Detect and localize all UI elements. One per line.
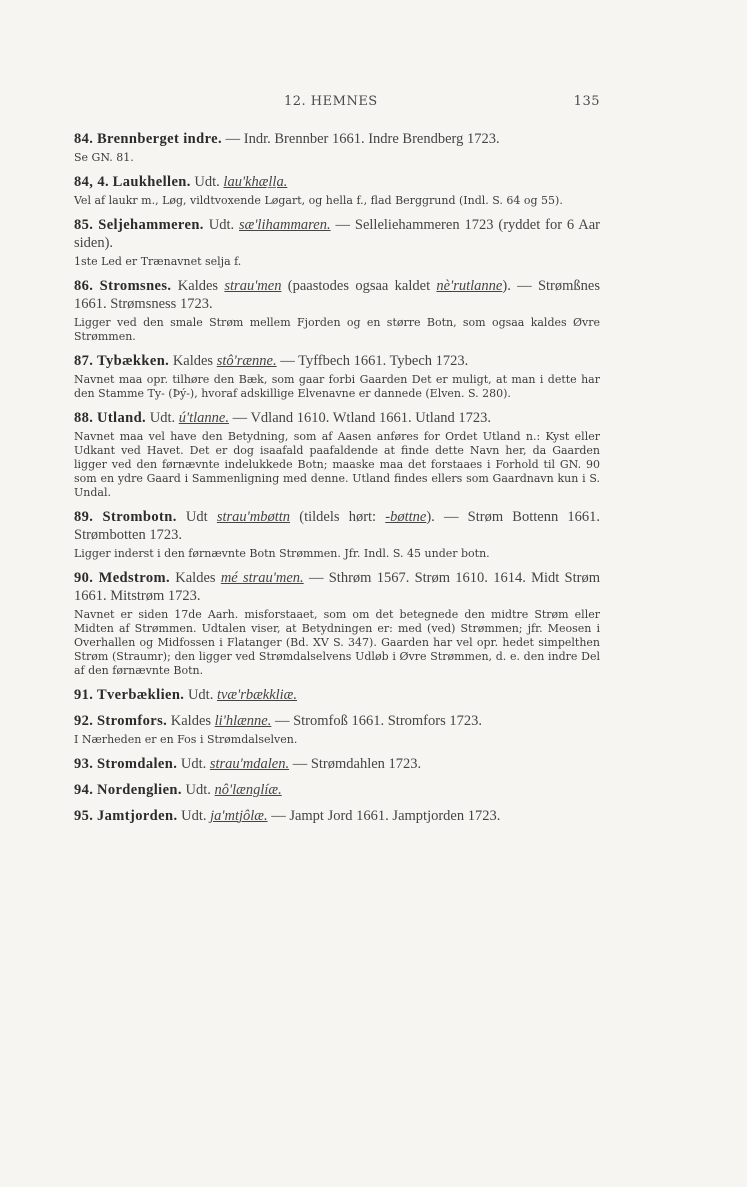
entry-number: 94.	[74, 782, 94, 798]
entry-87	[74, 352, 600, 401]
entry-number: 93.	[74, 756, 94, 772]
entry-name: Laukhellen.	[112, 174, 191, 190]
entry-heading	[74, 755, 600, 773]
entry-92	[74, 712, 600, 747]
entry-name: Stromdalen.	[96, 756, 178, 772]
entry-heading	[74, 569, 600, 605]
entry-text: Udt.	[203, 217, 240, 233]
page-content	[74, 130, 600, 833]
entry-text: Kaldes	[167, 713, 215, 729]
pronunciation: ja'mtjôlæ.	[210, 808, 268, 824]
entry-number: 85.	[74, 217, 94, 233]
entry-text: Kaldes	[170, 570, 221, 586]
entry-name: Stromfors.	[96, 713, 168, 729]
entry-84	[74, 130, 600, 165]
entry-text: Udt.	[177, 808, 211, 824]
entry-heading	[74, 277, 600, 313]
entry-name: Nordenglien.	[96, 782, 182, 798]
entry-91	[74, 686, 600, 704]
entry-note: 1ste Led er Trænavnet selja f.	[74, 255, 242, 268]
entry-95	[74, 807, 600, 825]
entry-88	[74, 409, 600, 500]
entry-text: (paastodes ogsaa kaldet	[281, 278, 437, 294]
pronunciation: strau'mbøttn	[216, 509, 291, 525]
pronunciation: li'hlænne.	[214, 713, 272, 729]
entry-text: — Stromfoß 1661. Stromfors 1723.	[271, 713, 482, 729]
entry-note: Navnet maa opr. tilhøre den Bæk, som gaar forbi Gaarden Det er muligt, at man i dette har den Stamme Ty- (Þý-), hvoraf adskillige Elvenavne er dannede (Elven. S. 280).	[74, 373, 600, 400]
entry-number: 84.	[74, 131, 94, 147]
entry-note: I Nærheden er en Fos i Strømdalselven.	[74, 733, 298, 746]
pronunciation: strau'mdalen.	[209, 756, 290, 772]
entry-note: Ligger ved den smale Strøm mellem Fjorden og en større Botn, som ogsaa kaldes Øvre Strømmen.	[74, 316, 600, 343]
entry-number: 90.	[74, 570, 94, 586]
entry-number: 84, 4.	[74, 174, 110, 190]
entry-heading	[74, 352, 600, 370]
entry-number: 88.	[74, 410, 94, 426]
entry-text: — Selleliehammeren 1723 (ryddet for 6 Aar siden).	[74, 217, 601, 251]
entry-90	[74, 569, 600, 678]
pronunciation: ú'tlanne.	[178, 410, 229, 426]
entry-heading	[74, 712, 600, 730]
entry-note: Vel af laukr m., Løg, vildtvoxende Løgart, og hella f., flad Berggrund (Indl. S. 64 og 55).	[74, 194, 563, 207]
entry-heading	[74, 216, 600, 252]
entry-text: — Tyffbech 1661. Tybech 1723.	[276, 353, 469, 369]
entry-text: — Vdland 1610. Wtland 1661. Utland 1723.	[228, 410, 492, 426]
entry-name: Seljehammeren.	[98, 217, 204, 233]
entry-name: Jamtjorden.	[96, 808, 178, 824]
entry-text: ). — Strømßnes 1661. Strømsness 1723.	[74, 278, 600, 312]
pronunciation: stô'rænne.	[216, 353, 277, 369]
entry-number: 91.	[74, 687, 94, 703]
entry-89	[74, 508, 600, 561]
entry-heading	[74, 409, 600, 427]
entry-text: — Sthrøm 1567. Strøm 1610. 1614. Midt Strøm 1661. Mitstrøm 1723.	[74, 570, 601, 604]
page-number: 135	[573, 94, 600, 109]
entry-text: — Strømdahlen 1723.	[289, 756, 422, 772]
entry-text: Kaldes	[169, 353, 217, 369]
entry-84-4	[74, 173, 600, 208]
entry-name: Brennberget indre.	[96, 131, 223, 147]
entry-heading	[74, 173, 600, 191]
entry-text: Udt	[176, 509, 217, 525]
entry-note: Ligger inderst i den førnævnte Botn Strømmen. Jfr. Indl. S. 45 under botn.	[74, 547, 490, 560]
entry-text: Kaldes	[171, 278, 225, 294]
entry-number: 92.	[74, 713, 94, 729]
pronunciation: nè'rutlanne	[436, 278, 503, 294]
entry-name: Tybækken.	[96, 353, 170, 369]
entry-text: — Indr. Brennber 1661. Indre Brendberg 1723.	[222, 131, 500, 147]
entry-93	[74, 755, 600, 773]
entry-text: Udt.	[181, 782, 215, 798]
pronunciation: lau'khæḻḻa.	[223, 174, 288, 190]
entry-94	[74, 781, 600, 799]
entry-text: Udt.	[177, 756, 210, 772]
entry-text: ). — Strøm Bottenn 1661. Strømbotten 1723.	[74, 509, 600, 543]
entry-heading	[74, 781, 600, 799]
pronunciation: tvæ'rbækkliæ.	[216, 687, 297, 703]
entry-number: 86.	[74, 278, 94, 294]
pronunciation: nô'længlíæ.	[214, 782, 282, 798]
entry-86	[74, 277, 600, 344]
running-head: 12. HEMNES	[284, 94, 378, 109]
entry-note: Navnet maa vel have den Betydning, som af Aasen anføres for Ordet Utland n.: Kyst eller Udkant ved Havet. Det er dog isaafald paafaldende at finde dette Navn her, da Gaarden ligger ved den førnævnte indelukkede Botn; maaske maa det forstaaes i Forhold til GN. 90 som en ydre Gaard i Sammenligning med denne. Utland findes ellers som Gaardnavn kun i S. Undal.	[74, 430, 600, 499]
entry-note: Navnet er siden 17de Aarh. misforstaaet, som om det betegnede den midtre Strøm eller Midten af Strømmen. Udtalen viser, at Betydningen er: med (ved) Strømmen; jfr. Meosen i Overhallen og Midfossen i Flatanger (Bd. XV S. 347). Gaarden har vel opr. hedet simpelthen Strøm (Straumr); den ligger ved Strømdalselvens Udløb i Øvre Strømmen, d. e. den indre Del af den førnævnte Botn.	[74, 608, 600, 677]
page-header	[74, 94, 600, 114]
pronunciation: strau'men	[224, 278, 282, 294]
entry-text: Udt.	[146, 410, 179, 426]
entry-note: Se GN. 81.	[74, 151, 134, 164]
entry-name: Stromsnes.	[99, 278, 172, 294]
entry-name: Strombotn.	[102, 509, 177, 525]
entry-heading	[74, 130, 600, 148]
entry-name: Tverbæklien.	[96, 687, 185, 703]
pronunciation: sæ'lihammaren.	[239, 217, 331, 233]
entry-heading	[74, 807, 600, 825]
entry-number: 87.	[74, 353, 94, 369]
entry-number: 89.	[74, 509, 94, 525]
pronunciation: -bøttne	[385, 509, 427, 525]
entry-name: Medstrom.	[98, 570, 170, 586]
pronunciation: mé strau'men.	[220, 570, 304, 586]
entry-text: — Jampt Jord 1661. Jamptjorden 1723.	[267, 808, 501, 824]
entry-text: (tildels hørt:	[290, 509, 386, 525]
entry-name: Utland.	[96, 410, 147, 426]
entry-text: Udt.	[184, 687, 217, 703]
entry-heading	[74, 508, 600, 544]
entry-number: 95.	[74, 808, 94, 824]
entry-heading	[74, 686, 600, 704]
entry-85	[74, 216, 600, 269]
entry-text: Udt.	[190, 174, 224, 190]
